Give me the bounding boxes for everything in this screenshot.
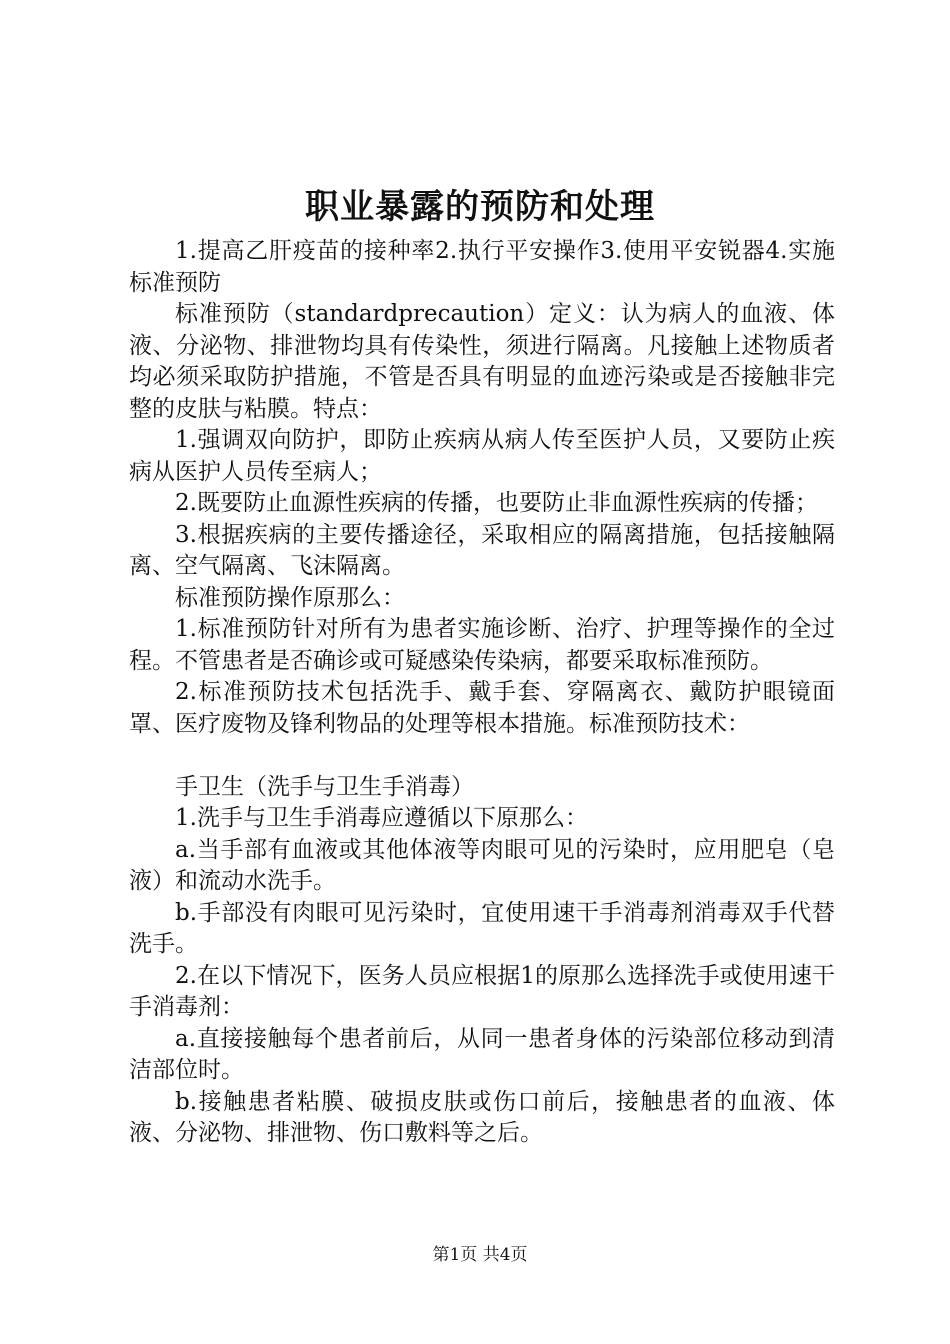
paragraph-hand-hygiene-rule-1: 1.洗手与卫生手消毒应遵循以下原那么：	[175, 805, 588, 831]
paragraph-hand-hygiene-rule-1a: a.当手部有血液或其他体液等肉眼可见的污染时，应用肥皂（皂液）和流动水洗手。	[129, 836, 835, 894]
paragraph-hand-hygiene-heading: 手卫生（洗手与卫生手消毒）	[175, 773, 474, 800]
paragraph-hand-hygiene-rule-2b: b.接触患者粘膜、破损皮肤或伤口前后，接触患者的血液、体液、分泌物、排泄物、伤口敷料等之后。	[129, 1088, 835, 1146]
paragraph-principle-1: 1.标准预防针对所有为患者实施诊断、治疗、护理等操作的全过程。不管患者是否确诊或可疑感染传染病，都要采取标准预防。	[129, 616, 835, 674]
paragraph-feature-3: 3.根据疾病的主要传播途径，采取相应的隔离措施，包括接触隔离、空气隔离、飞沫隔离。	[129, 521, 835, 579]
paragraph-principles-heading: 标准预防操作原那么：	[175, 584, 405, 611]
page-title: 职业暴露的预防和处理	[305, 187, 655, 227]
paragraph-hand-hygiene-rule-2: 2.在以下情况下，医务人员应根据1的原那么选择洗手或使用速干手消毒剂：	[129, 962, 835, 1020]
paragraph-feature-1: 1.强调双向防护，即防止疾病从病人传至医护人员，又要防止疾病从医护人员传至病人；	[129, 427, 835, 485]
page-footer: 第1页 共4页	[432, 1245, 528, 1265]
paragraph-hand-hygiene-rule-2a: a.直接接触每个患者前后，从同一患者身体的污染部位移动到清洁部位时。	[129, 1025, 835, 1083]
paragraph-prevention-measures: 1.提高乙肝疫苗的接种率2.执行平安操作3.使用平安锐器4.实施标准预防	[129, 238, 835, 296]
paragraph-principle-2: 2.标准预防技术包括洗手、戴手套、穿隔离衣、戴防护眼镜面罩、医疗废物及锋利物品的处理等根本措施。标准预防技术：	[129, 679, 835, 737]
paragraph-hand-hygiene-rule-1b: b.手部没有肉眼可见污染时，宜使用速干手消毒剂消毒双手代替洗手。	[129, 899, 835, 957]
paragraph-feature-2: 2.既要防止血源性疾病的传播，也要防止非血源性疾病的传播；	[175, 490, 818, 516]
paragraph-standard-precaution-definition: 标准预防（standardprecaution）定义：认为病人的血液、体液、分泌物、排泄物均具有传染性，须进行隔离。凡接触上述物质者均必须采取防护措施，不管是否具有明显的血迹污染或是否接触非完整的皮肤与粘膜。特点：	[129, 301, 835, 422]
document-body	[129, 236, 835, 1150]
